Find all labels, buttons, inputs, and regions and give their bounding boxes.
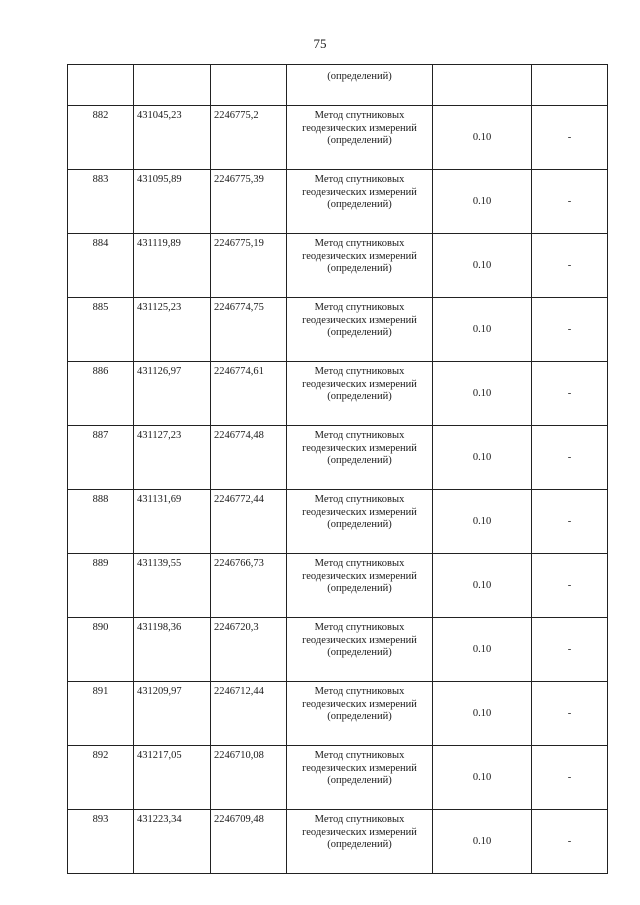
method-cell [287,65,433,106]
point-number-cell: 884 [68,234,134,298]
method-text-line: геодезических измерений [302,122,417,134]
method-text-line: (определений) [327,391,392,403]
accuracy-cell: 0.10 [433,298,532,362]
table-row [68,618,608,682]
method-cell [287,810,433,874]
x-coordinate-cell [134,65,211,106]
method-cell [287,362,433,426]
accuracy-cell: 0.10 [433,618,532,682]
method-text-line: (определений) [327,519,392,531]
method-text-line: (определений) [327,647,392,659]
method-cell [287,426,433,490]
method-text-line: (определений) [327,263,392,275]
method-text-line: геодезических измерений [302,186,417,198]
point-number-cell: 886 [68,362,134,426]
accuracy-cell: 0.10 [433,746,532,810]
method-text-line: Метод спутниковых [314,494,405,505]
accuracy-cell: 0.10 [433,362,532,426]
y-coordinate-cell: 2246775,39 [211,170,287,234]
method-text-line: геодезических измерений [302,570,417,582]
point-number-cell: 885 [68,298,134,362]
x-coordinate-cell: 431119,89 [134,234,211,298]
x-coordinate-cell: 431223,34 [134,810,211,874]
method-text-line: Метод спутниковых [314,366,405,377]
point-number-cell [68,65,134,106]
description-cell: - [532,298,608,362]
y-coordinate-cell: 2246766,73 [211,554,287,618]
page-number: 75 [313,36,327,51]
description-cell: - [532,682,608,746]
x-coordinate-cell: 431127,23 [134,426,211,490]
point-number-cell: 883 [68,170,134,234]
method-cell [287,618,433,682]
method-text-line: Метод спутниковых [314,622,405,633]
method-text-line: геодезических измерений [302,442,417,454]
method-text-line: геодезических измерений [302,826,417,838]
method-cell [287,682,433,746]
y-coordinate-cell: 2246720,3 [211,618,287,682]
point-number-cell: 889 [68,554,134,618]
y-coordinate-cell [211,65,287,106]
x-coordinate-cell: 431126,97 [134,362,211,426]
method-text-line: геодезических измерений [302,762,417,774]
method-text-line: Метод спутниковых [314,238,405,249]
method-text-line: Метод спутниковых [314,110,405,121]
method-cell [287,106,433,170]
y-coordinate-cell: 2246775,2 [211,106,287,170]
method-text-line: геодезических измерений [302,506,417,518]
method-text-line: (определений) [327,455,392,467]
description-cell: - [532,490,608,554]
method-text-line: геодезических измерений [302,698,417,710]
coordinates-table [67,64,608,874]
x-coordinate-cell: 431139,55 [134,554,211,618]
table-row [68,810,608,874]
method-text-line: (определений) [327,135,392,147]
accuracy-cell: 0.10 [433,234,532,298]
description-cell: - [532,106,608,170]
description-cell: - [532,746,608,810]
method-text-line: Метод спутниковых [314,302,405,313]
point-number-cell: 890 [68,618,134,682]
description-cell: - [532,554,608,618]
method-text-line: (определений) [327,711,392,723]
table-row [68,362,608,426]
method-text-line: Метод спутниковых [314,814,405,825]
method-cell [287,554,433,618]
table-row [68,298,608,362]
x-coordinate-cell: 431125,23 [134,298,211,362]
point-number-cell: 893 [68,810,134,874]
method-cell [287,170,433,234]
description-cell: - [532,810,608,874]
method-text-line: (определений) [327,775,392,787]
method-text-line: (определений) [327,839,392,851]
table-row [68,490,608,554]
description-cell: - [532,618,608,682]
accuracy-cell: 0.10 [433,426,532,490]
point-number-cell: 882 [68,106,134,170]
table-row [68,426,608,490]
description-cell: - [532,234,608,298]
accuracy-cell: 0.10 [433,682,532,746]
y-coordinate-cell: 2246772,44 [211,490,287,554]
method-text-line: Метод спутниковых [314,686,405,697]
table-row [68,554,608,618]
y-coordinate-cell: 2246774,75 [211,298,287,362]
table-row [68,234,608,298]
accuracy-cell: 0.10 [433,106,532,170]
y-coordinate-cell: 2246775,19 [211,234,287,298]
method-continuation-text: (определений) [327,71,392,82]
x-coordinate-cell: 431095,89 [134,170,211,234]
accuracy-cell [433,65,532,106]
y-coordinate-cell: 2246710,08 [211,746,287,810]
method-text-line: (определений) [327,199,392,211]
table-row [68,746,608,810]
description-cell: - [532,426,608,490]
table-row [68,106,608,170]
description-cell: - [532,170,608,234]
x-coordinate-cell: 431217,05 [134,746,211,810]
point-number-cell: 892 [68,746,134,810]
accuracy-cell: 0.10 [433,490,532,554]
method-cell [287,298,433,362]
method-text-line: Метод спутниковых [314,558,405,569]
continuation-row [68,65,608,106]
method-cell [287,746,433,810]
x-coordinate-cell: 431045,23 [134,106,211,170]
method-text-line: геодезических измерений [302,378,417,390]
table-row [68,170,608,234]
x-coordinate-cell: 431131,69 [134,490,211,554]
method-text-line: геодезических измерений [302,634,417,646]
point-number-cell: 891 [68,682,134,746]
y-coordinate-cell: 2246709,48 [211,810,287,874]
table-body [68,65,608,874]
method-cell [287,490,433,554]
method-text-line: Метод спутниковых [314,750,405,761]
point-number-cell: 888 [68,490,134,554]
accuracy-cell: 0.10 [433,170,532,234]
method-text-line: Метод спутниковых [314,174,405,185]
description-cell: - [532,362,608,426]
accuracy-cell: 0.10 [433,810,532,874]
method-cell [287,234,433,298]
y-coordinate-cell: 2246774,48 [211,426,287,490]
x-coordinate-cell: 431198,36 [134,618,211,682]
point-number-cell: 887 [68,426,134,490]
method-text-line: (определений) [327,583,392,595]
method-text-line: Метод спутниковых [314,430,405,441]
accuracy-cell: 0.10 [433,554,532,618]
description-cell [532,65,608,106]
x-coordinate-cell: 431209,97 [134,682,211,746]
method-text-line: геодезических измерений [302,314,417,326]
table-row [68,682,608,746]
method-text-line: (определений) [327,327,392,339]
y-coordinate-cell: 2246712,44 [211,682,287,746]
y-coordinate-cell: 2246774,61 [211,362,287,426]
method-text-line: геодезических измерений [302,250,417,262]
